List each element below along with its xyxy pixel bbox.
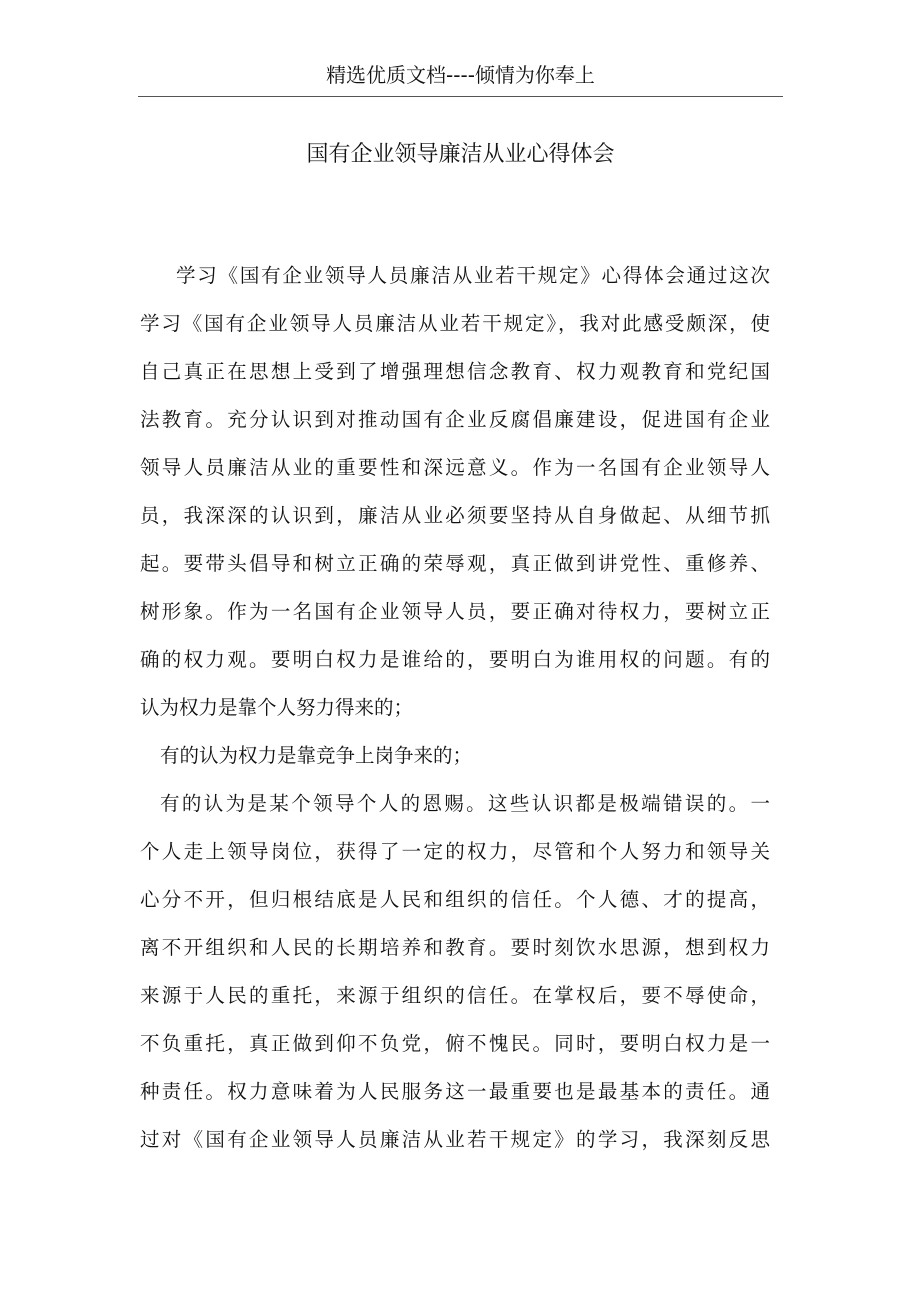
body-line: 确的权力观。要明白权力是谁给的，要明白为谁用权的问题。有的 [140,648,770,671]
body-line: 自己真正在思想上受到了增强理想信念教育、权力观教育和党纪国 [140,360,770,383]
body-line: 心分不开，但归根结底是人民和组织的信任。个人德、才的提高， [140,888,770,911]
body-line: 离不开组织和人民的长期培养和教育。要时刻饮水思源，想到权力 [140,936,770,959]
body-line: 种责任。权力意味着为人民服务这一最重要也是最基本的责任。通 [140,1080,770,1103]
body-line: 树形象。作为一名国有企业领导人员，要正确对待权力，要树立正 [140,600,770,623]
body-line: 学习《国有企业领导人员廉洁从业若干规定》心得体会通过这次 [176,264,770,287]
body-line: 不负重托，真正做到仰不负党，俯不愧民。同时，要明白权力是一 [140,1032,770,1055]
document-title: 国有企业领导廉洁从业心得体会 [306,142,615,167]
body-line: 学习《国有企业领导人员廉洁从业若干规定》，我对此感受颇深，使 [140,312,770,335]
body-line: 有的认为是某个领导个人的恩赐。这些认识都是极端错误的。一 [160,792,770,815]
page-header: 精选优质文档----倾情为你奉上 [138,60,783,97]
body-line: 有的认为权力是靠竞争上岗争来的； [160,744,473,767]
body-line: 过对《国有企业领导人员廉洁从业若干规定》的学习，我深刻反思 [140,1128,770,1151]
body-line: 法教育。充分认识到对推动国有企业反腐倡廉建设，促进国有企业 [140,408,770,431]
body-line: 认为权力是靠个人努力得来的； [140,696,414,719]
body-line: 领导人员廉洁从业的重要性和深远意义。作为一名国有企业领导人 [140,456,770,479]
document-body [140,252,770,1164]
body-line: 起。要带头倡导和树立正确的荣辱观，真正做到讲党性、重修养、 [140,552,770,575]
body-line: 员，我深深的认识到，廉洁从业必须要坚持从自身做起、从细节抓 [140,504,770,527]
body-line: 个人走上领导岗位，获得了一定的权力，尽管和个人努力和领导关 [140,840,770,863]
body-line: 来源于人民的重托，来源于组织的信任。在掌权后，要不辱使命， [140,984,770,1007]
